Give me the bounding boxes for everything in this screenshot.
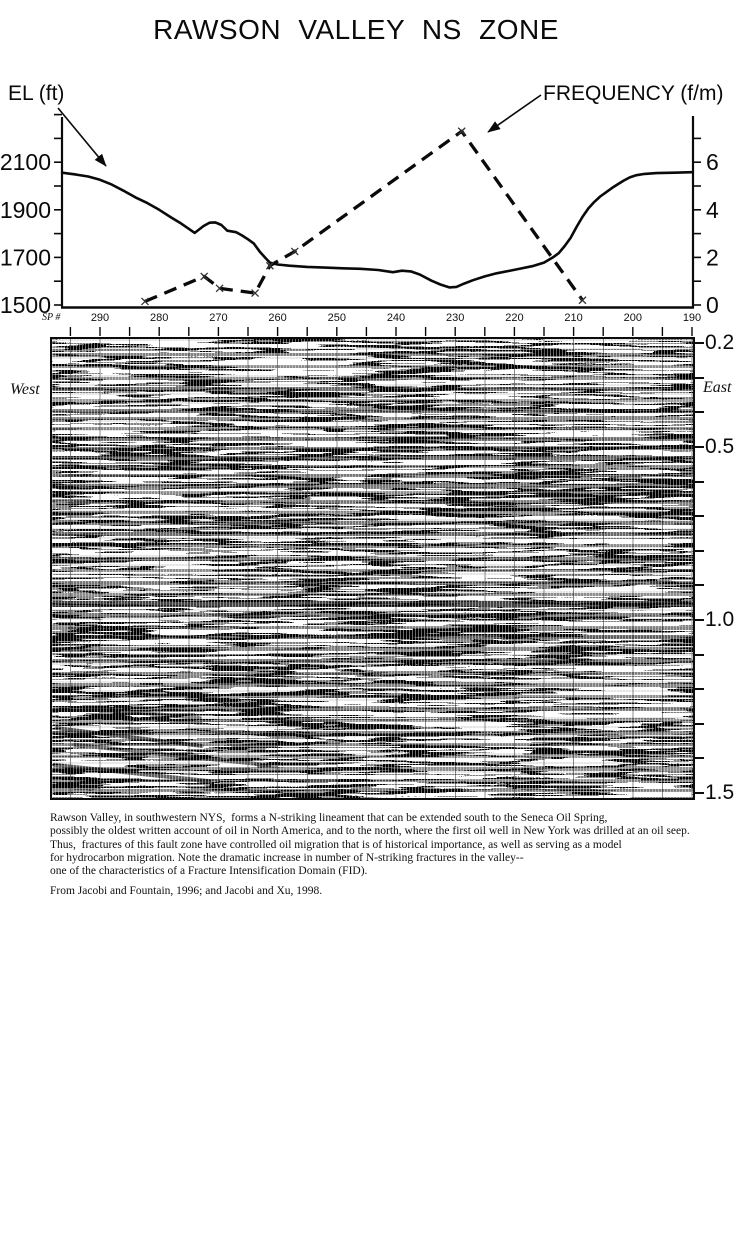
time-axis-tick <box>695 550 704 552</box>
elevation-line <box>62 172 692 287</box>
seismic-section <box>50 337 695 800</box>
right-axis-tick-label: 2 <box>706 244 719 271</box>
elevation-frequency-chart <box>0 0 750 336</box>
right-axis-title: FREQUENCY (f/m) <box>543 82 724 105</box>
sp-tick-label: 240 <box>386 312 406 324</box>
time-axis-tick <box>695 688 704 690</box>
right-axis-tick-label: 4 <box>706 196 719 223</box>
el-pointer-arrow <box>58 108 106 166</box>
time-axis-tick <box>695 723 704 725</box>
time-axis-label: 0.2 <box>705 331 735 354</box>
caption-line: one of the characteristics of a Fracture Intensification Domain (FID). <box>50 865 368 878</box>
right-axis-tick-label: 6 <box>706 149 719 176</box>
caption-line: Thus, fractures of this fault zone have controlled oil migration that is of historical importance, as well as serving as a model <box>50 838 622 851</box>
time-axis-tick <box>695 377 704 379</box>
sp-tick-label: 290 <box>90 312 110 324</box>
sp-tick-label: 260 <box>268 312 287 324</box>
sp-gridlines-overlay <box>52 339 693 798</box>
time-axis-tick <box>695 342 704 344</box>
east-label: East <box>703 379 732 396</box>
sp-tick-label: 270 <box>209 312 228 324</box>
citation-text: From Jacobi and Fountain, 1996; and Jacobi and Xu, 1998. <box>50 885 323 897</box>
time-axis-tick <box>695 584 704 586</box>
sp-tick-label: 220 <box>505 312 524 324</box>
left-axis-title: EL (ft) <box>8 82 65 105</box>
left-axis-tick-label: 1500 <box>0 292 51 318</box>
time-axis-tick <box>695 619 704 621</box>
caption-line: for hydrocarbon migration. Note the dramatic increase in number of N-striking fractures in the valley-- <box>50 851 524 864</box>
sp-tick-label: 210 <box>564 312 583 324</box>
time-axis-tick <box>695 411 704 413</box>
sp-tick-label: 200 <box>623 312 642 324</box>
time-axis-tick <box>695 515 704 517</box>
sp-tick-label: 250 <box>327 312 346 324</box>
time-axis-tick <box>695 654 704 656</box>
sp-tick-label: 190 <box>682 312 702 324</box>
time-axis-label: 0.5 <box>705 434 735 458</box>
sp-axis-label: SP # <box>42 312 61 323</box>
chart-generated-content <box>0 115 719 336</box>
time-axis-tick <box>695 481 704 483</box>
sp-tick-label: 280 <box>150 312 169 324</box>
right-axis-tick-label: 0 <box>706 292 719 318</box>
left-axis-tick-label: 2100 <box>0 149 51 176</box>
caption-line: Rawson Valley, in southwestern NYS, forms a N-striking lineament that can be extended south to the Seneca Oil Spring, <box>50 812 608 824</box>
caption-line: possibly the oldest written account of oil in North America, and to the north, where the first oil well in New York was drilled at an oil seep. <box>50 825 690 838</box>
time-axis-tick <box>695 792 704 794</box>
caption-text <box>50 812 690 878</box>
figure-title: RAWSON VALLEY NS ZONE <box>153 14 559 45</box>
frequency-pointer-arrow <box>488 95 541 132</box>
time-axis-label: 1.5 <box>705 781 735 804</box>
time-axis-tick <box>695 757 704 759</box>
sp-tick-label: 230 <box>446 312 465 324</box>
frequency-line <box>145 131 583 301</box>
west-label: West <box>10 381 40 398</box>
time-axis-label: 1.0 <box>705 607 735 631</box>
left-axis-tick-label: 1700 <box>0 244 51 271</box>
left-axis-tick-label: 1900 <box>0 196 51 223</box>
time-axis-tick <box>695 446 704 448</box>
